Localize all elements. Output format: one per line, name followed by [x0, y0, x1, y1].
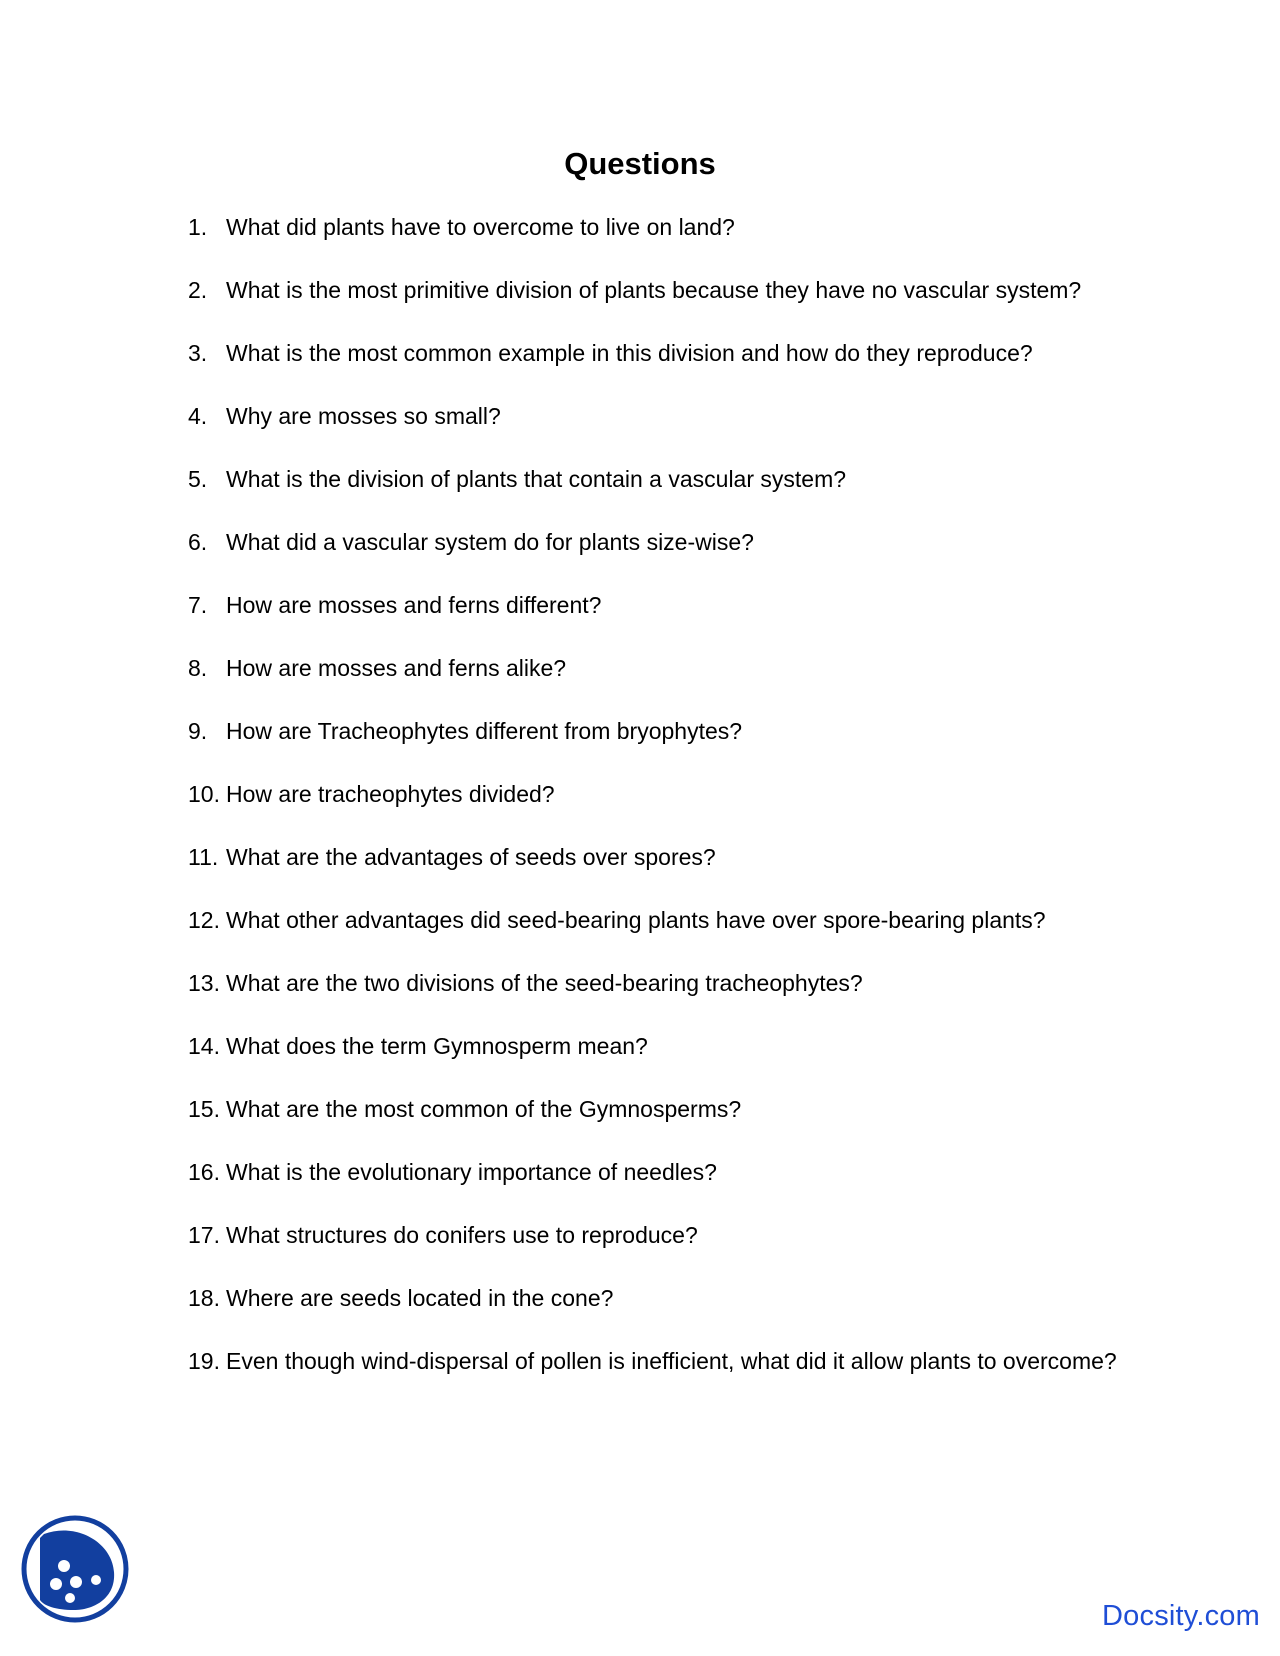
- question-item: [188, 396, 1128, 437]
- question-number: 2.: [188, 277, 208, 303]
- question-text: What structures do conifers use to reproduce?: [226, 1222, 698, 1248]
- question-item: [188, 1215, 1128, 1256]
- question-number: 19.: [188, 1348, 220, 1374]
- question-item: [188, 1089, 1128, 1130]
- question-item: [188, 774, 1128, 815]
- question-text: What is the most common example in this division and how do they reproduce?: [226, 340, 1033, 366]
- question-text: What does the term Gymnosperm mean?: [226, 1033, 648, 1059]
- question-number: 15.: [188, 1096, 220, 1122]
- docsity-brand-link[interactable]: Docsity.com: [1102, 1600, 1260, 1632]
- logo-dot: [58, 1560, 70, 1572]
- question-text: How are tracheophytes divided?: [226, 781, 555, 807]
- question-number: 4.: [188, 403, 208, 429]
- question-number: 3.: [188, 340, 208, 366]
- question-text: What are the most common of the Gymnosperms?: [226, 1096, 742, 1122]
- logo-dot: [70, 1576, 82, 1588]
- question-number: 17.: [188, 1222, 220, 1248]
- question-text: What did a vascular system do for plants size-wise?: [226, 529, 754, 555]
- question-number: 8.: [188, 655, 208, 681]
- question-item: [188, 1026, 1128, 1067]
- question-number: 9.: [188, 718, 208, 744]
- question-item: [188, 900, 1128, 941]
- question-number: 12.: [188, 907, 220, 933]
- question-item: [188, 333, 1128, 374]
- page-title: Questions: [564, 146, 716, 181]
- question-item: [188, 207, 1128, 248]
- question-item: [188, 648, 1128, 689]
- question-text: What did plants have to overcome to live on land?: [226, 214, 735, 240]
- question-text: How are mosses and ferns alike?: [226, 655, 567, 681]
- question-item: [188, 1278, 1128, 1319]
- question-number: 14.: [188, 1033, 220, 1059]
- question-item: [188, 837, 1128, 878]
- question-number: 13.: [188, 970, 220, 996]
- question-item: [188, 522, 1128, 563]
- question-item: [188, 585, 1128, 626]
- question-number: 16.: [188, 1159, 220, 1185]
- question-text: What is the evolutionary importance of needles?: [226, 1159, 717, 1185]
- question-list: [188, 207, 1128, 1404]
- question-number: 1.: [188, 214, 208, 240]
- question-text: How are mosses and ferns different?: [226, 592, 602, 618]
- question-text: What is the division of plants that contain a vascular system?: [226, 466, 847, 492]
- logo-dot: [50, 1578, 62, 1590]
- question-item: [188, 711, 1128, 752]
- question-number: 7.: [188, 592, 208, 618]
- question-number: 5.: [188, 466, 208, 492]
- question-item: [188, 1341, 1128, 1382]
- logo-dot: [91, 1575, 101, 1585]
- question-text: What are the two divisions of the seed-bearing tracheophytes?: [226, 970, 863, 996]
- question-item: [188, 459, 1128, 500]
- question-text: How are Tracheophytes different from bryophytes?: [226, 718, 743, 744]
- question-item: [188, 963, 1128, 1004]
- question-number: 18.: [188, 1285, 220, 1311]
- question-number: 6.: [188, 529, 208, 555]
- question-number: 11.: [188, 844, 219, 870]
- logo-dot: [65, 1593, 75, 1603]
- question-item: [188, 270, 1128, 311]
- question-number: 10.: [188, 781, 220, 807]
- question-text: Even though wind-dispersal of pollen is inefficient, what did it allow plants to overcome?: [226, 1348, 1117, 1374]
- docsity-logo-graphic: [20, 1514, 130, 1624]
- question-item: [188, 1152, 1128, 1193]
- question-text: What is the most primitive division of plants because they have no vascular system?: [226, 277, 1082, 303]
- docsity-logo-icon[interactable]: [20, 1514, 130, 1624]
- question-text: Why are mosses so small?: [226, 403, 501, 429]
- question-text: What other advantages did seed-bearing plants have over spore-bearing plants?: [226, 907, 1046, 933]
- question-text: What are the advantages of seeds over spores?: [226, 844, 716, 870]
- question-text: Where are seeds located in the cone?: [226, 1285, 614, 1311]
